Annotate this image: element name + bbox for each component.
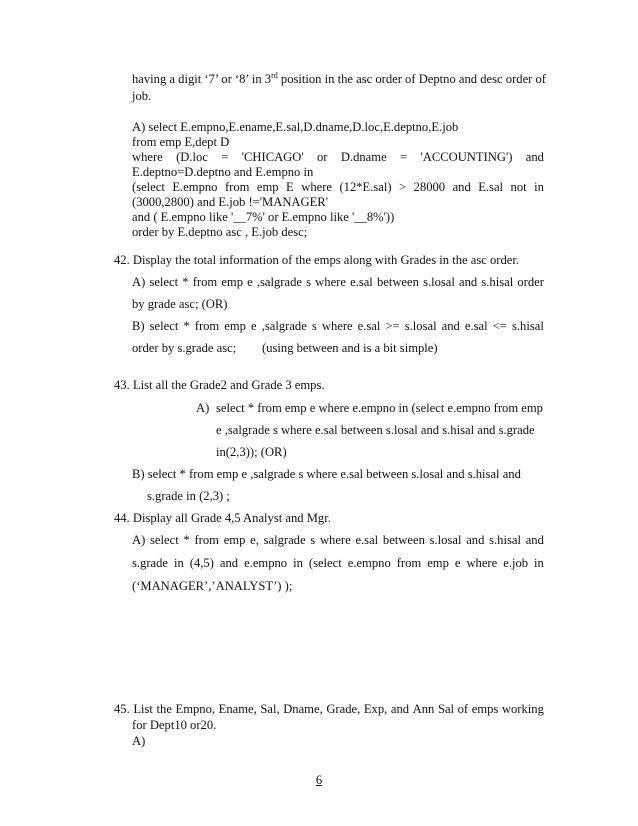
word: 'CHICAGO' [241,150,304,164]
q41-answer-line-7: and ( E.empno like '__7%' or E.empno like '__8%')) [132,210,395,224]
word: * [183,319,190,333]
word: select [150,533,179,547]
word: select [149,275,179,289]
q42-answer-a-line-2: by grade asc; (OR) [132,297,228,311]
word: s.hisal [489,533,521,547]
word: between [376,275,419,289]
intro-line-1 [132,72,546,87]
q42-answer-b-line-1 [132,319,544,334]
word: in [293,556,303,570]
word: e, [250,533,259,547]
q44-answer-line-3: (‘MANAGER’,’ANALYST’) ); [132,579,293,593]
q41-answer-line-4: E.deptno=D.deptno and E.empno in [132,165,314,179]
word: 28000 [413,180,446,194]
word: e [247,275,253,289]
word: where [466,556,498,570]
word: or [317,150,328,164]
word: Ann [412,702,435,716]
word: e.empno [347,556,391,570]
word: from [396,556,422,570]
word: the [156,702,172,716]
word: (select [132,180,165,194]
word: = [400,150,408,164]
q42-answer-b-line-2a: order by s.grade asc; [132,341,237,355]
word: s.losal [404,319,437,333]
word: s.grade [132,556,169,570]
word: s [311,319,317,333]
word: Sal [437,702,455,716]
word: s [306,275,312,289]
word: >= [385,319,400,333]
word: s.hisal [511,319,544,333]
word: and [459,275,478,289]
word: Dname, [283,702,323,716]
word: <= [492,319,507,333]
word: B) [132,319,145,333]
q45-question-line-1 [114,702,544,717]
word: (12*E.sal) [339,180,392,194]
word: in [174,556,184,570]
word: = [221,150,229,164]
word: e.job [503,556,529,570]
q44-question: 44. Display all Grade 4,5 Analyst and Mgr. [114,511,331,525]
word: and [219,556,239,570]
word: and [525,150,544,164]
word: emps [471,702,499,716]
word: Grade, [326,702,361,716]
word: from [194,319,220,333]
word: 45. [114,702,130,716]
q41-answer-line-6: (3000,2800) and E.job !='MANAGER' [132,195,328,209]
q41-answer-line-1: A) select E.empno,E.ename,E.sal,D.dname,D.loc,E.deptno,E.job [132,120,459,134]
word: and [466,533,485,547]
word: e.sal [350,275,373,289]
word: ,salgrade [261,319,307,333]
word: salgrade [263,533,306,547]
intro-line-1b: position in the asc order of Deptno and desc order of [277,72,546,86]
word: s.hisal [481,275,514,289]
word: (4,5) [189,556,214,570]
word: A) [132,533,146,547]
q44-answer-line-2 [132,556,544,571]
word: and [452,180,471,194]
word: (D.loc [176,150,208,164]
q43-answer-b-line-2: s.grade in (2,3) ; [147,489,230,503]
word: emp [427,556,449,570]
word: s.losal [423,275,455,289]
word: s [310,533,316,547]
word: in [534,180,544,194]
q45-answer-marker: A) [132,734,146,748]
q41-answer-line-5 [132,180,544,195]
word: e.sal [355,533,379,547]
word: D.dname [340,150,387,164]
q42-answer-b-line-2b: (using between and is a bit simple) [262,341,438,355]
q41-answer-line-8: order by E.deptno asc , E.job desc; [132,225,308,239]
word: e.sal [357,319,381,333]
page-number-text: 6 [315,773,323,787]
word: of [457,702,469,716]
word: e [251,319,257,333]
q44-answer-line-1 [132,533,544,548]
word: where [321,319,353,333]
word: > [399,180,407,194]
word: not [510,180,527,194]
word: working [501,702,544,716]
word: from [192,275,218,289]
word: List [133,702,153,716]
word: * [182,275,189,289]
q43-question: 43. List all the Grade2 and Grade 3 emps. [114,378,325,392]
q43-answer-b-line-1: B) select * from emp e ,salgrade s where e.sal between s.losal and s.hisal and [132,467,521,481]
word: and [390,702,410,716]
q42-answer-a-line-1 [132,275,544,290]
word: emp [221,275,243,289]
q42-question: 42. Display the total information of the emps along with Grades in the asc order. [114,253,520,267]
word: A) [132,275,146,289]
word: E.sal [478,180,504,194]
word: Ename, [218,702,257,716]
word: Empno, [175,702,216,716]
word: emp [223,533,246,547]
word: select [149,319,179,333]
ordinal-suffix: rd [271,71,278,80]
word: where [319,533,351,547]
word: from [194,533,219,547]
word: where [301,180,332,194]
q43-answer-a-line-3: in(2,3)); (OR) [216,445,287,459]
q41-answer-line-3 [132,150,544,165]
word: e [454,556,461,570]
word: E.empno [172,180,218,194]
q41-answer-line-2: from emp E,dept D [132,135,230,149]
q43-answer-a-marker: A) [196,401,210,415]
q43-answer-a-line-1: select * from emp e where e.empno in (select e.empno from emp [216,401,543,415]
word: in [534,556,544,570]
word: s.losal [429,533,462,547]
word: (select [308,556,342,570]
word: E [286,180,294,194]
word: e.empno [244,556,288,570]
word: Sal, [260,702,280,716]
word: and [441,319,460,333]
word: 'ACCOUNTING') [420,150,513,164]
word: Exp, [363,702,388,716]
word: * [183,533,190,547]
intro-line-2: job. [132,89,152,103]
word: where [315,275,346,289]
intro-line-1a: having a digit ‘7’ or ‘8’ in 3 [132,72,272,86]
word: e.sal [464,319,488,333]
word: order [517,275,544,289]
word: from [224,180,250,194]
word: ,salgrade [256,275,302,289]
q45-question-line-2: for Dept10 or20. [132,718,217,732]
word: and [525,533,544,547]
word: where [132,150,163,164]
page-number [0,773,638,788]
word: emp [256,180,279,194]
q43-answer-a-line-2: e ,salgrade s where e.sal between s.losal and s.hisal and s.grade [216,423,535,437]
word: emp [224,319,246,333]
word: between [382,533,425,547]
